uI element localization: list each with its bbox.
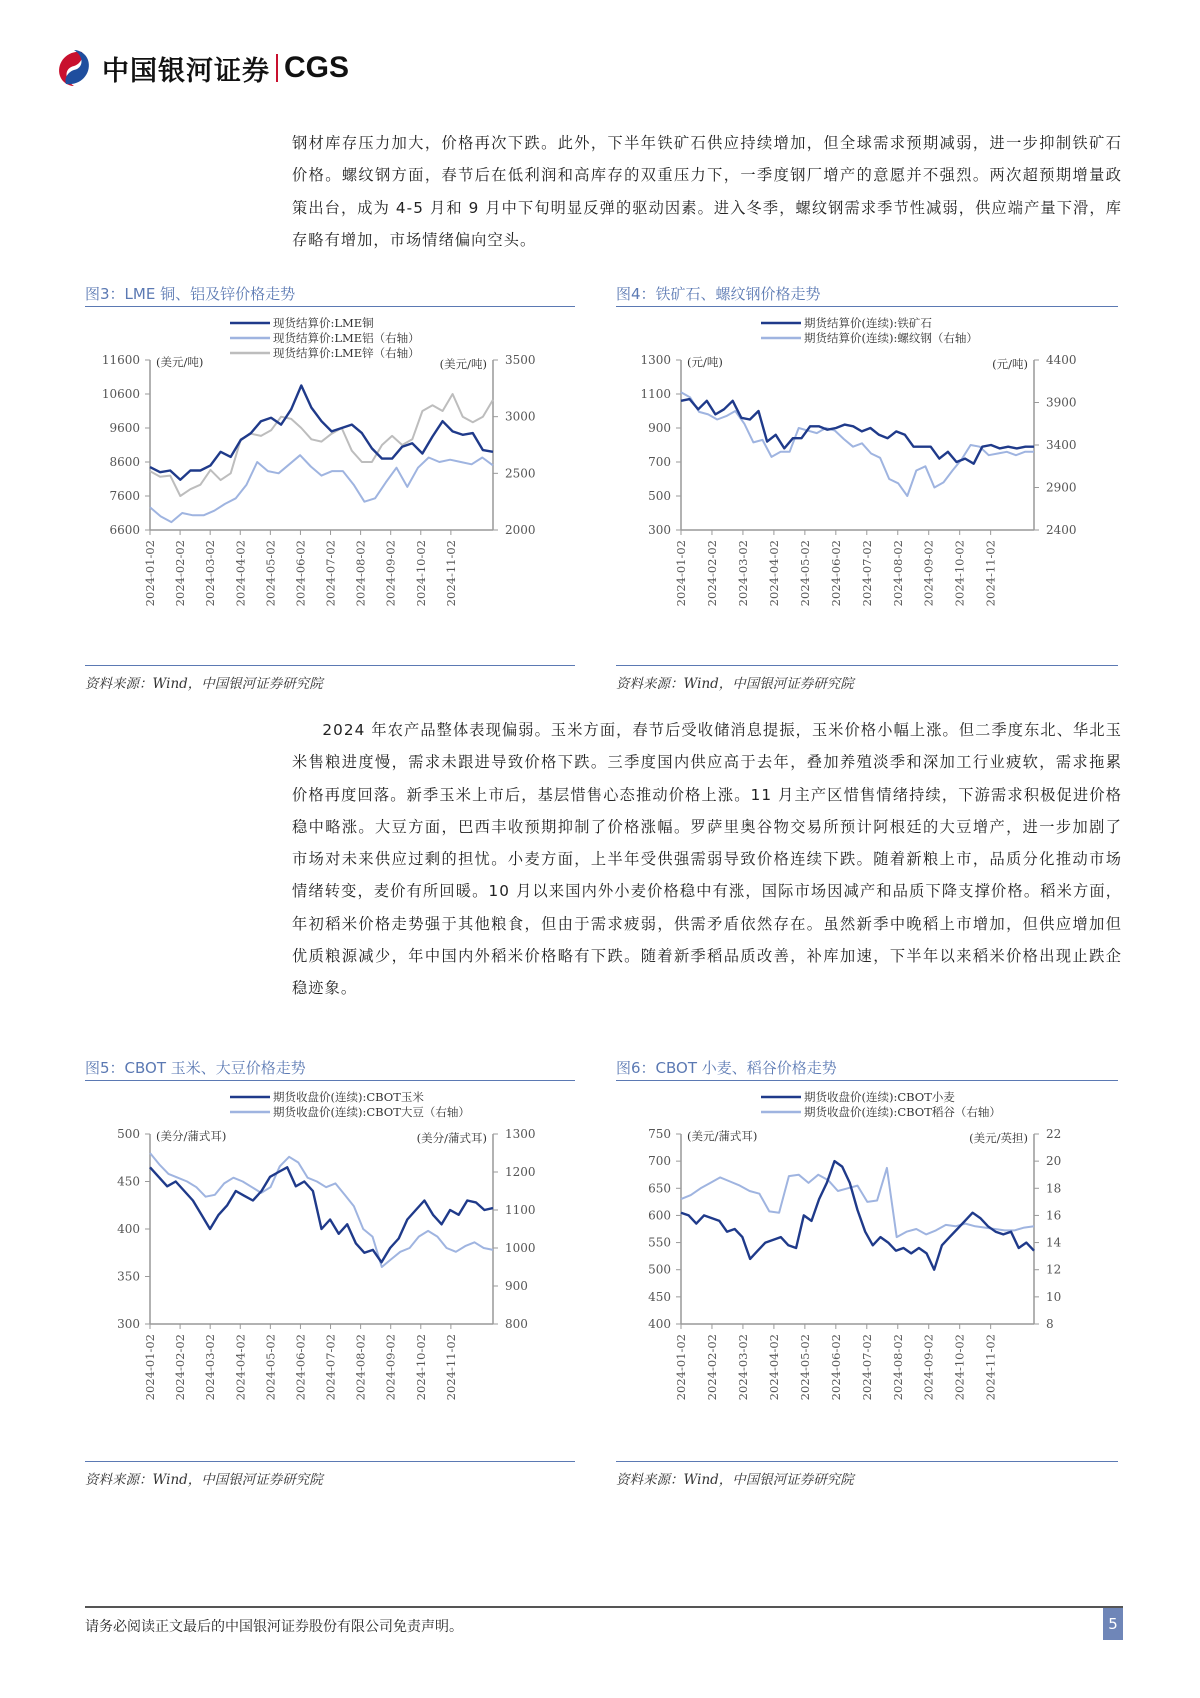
right-axis-tick: 22 bbox=[1046, 1127, 1062, 1141]
footer-rule bbox=[85, 1606, 1123, 1608]
figure-3-title: 图3：LME 铜、铝及锌价格走势 bbox=[85, 285, 296, 303]
paragraph-text: 2024 年农产品整体表现偏弱。玉米方面，春节后受收储消息提振，玉米价格小幅上涨。但二季度东北、华北玉米售粮进度慢，需求未跟进导致价格下跌。三季度国内供应高于去年，叠加养殖淡季和深加工行业疲软，需求拖累价格再度回落。新季玉米上市后，基层惜售心态推动价格上涨。11 月主产区惜售情绪持续，下游需求积极促进价格稳中略涨。大豆方面，巴西丰收预期抑制了价格涨幅。罗萨里奥谷物交易所预计阿根廷的大豆增产，进一步加剧了市场对未来供应过剩的担忧。小麦方面，上半年受供强需弱导致价格连续下跌。随着新粮上市，品质分化推动市场情绪转变，麦价有所回暖。10 月以来国内外小麦价格稳中有涨，国际市场因减产和品质下降支撑价格。稻米方面，年初稻米价格走势强于其他粮食，但由于需求疲弱，供需矛盾依然存在。虽然新季中晚稻上市增加，但供应增加但优质粮源减少，年中国内外稻米价格略有下跌。随着新季稻品质改善，补库加速，下半年以来稻米价格出现止跌企稳迹象。 bbox=[292, 721, 1122, 998]
right-axis-tick: 1000 bbox=[505, 1241, 536, 1255]
footer-disclaimer: 请务必阅读正文最后的中国银河证券股份有限公司免责声明。 bbox=[85, 1619, 463, 1635]
left-axis-tick: 750 bbox=[648, 1127, 671, 1141]
left-axis-tick: 600 bbox=[648, 1208, 671, 1223]
body-paragraph-steel bbox=[292, 127, 1122, 256]
left-axis-tick: 8600 bbox=[109, 455, 140, 469]
x-axis-tick: 2024-01-02 bbox=[674, 540, 688, 607]
right-axis-tick: 1300 bbox=[505, 1127, 536, 1141]
right-axis-tick: 12 bbox=[1046, 1262, 1062, 1277]
figure-4-title-rule bbox=[616, 306, 1118, 307]
x-axis-tick: 2024-07-02 bbox=[323, 1334, 338, 1401]
figure-5-source: 资料来源：Wind，中国银河证券研究院 bbox=[85, 1472, 323, 1488]
series-line bbox=[681, 1168, 1034, 1237]
x-axis-tick: 2024-10-02 bbox=[413, 540, 428, 607]
x-axis-tick: 2024-09-02 bbox=[921, 540, 936, 607]
x-axis-tick: 2024-07-02 bbox=[859, 540, 874, 607]
left-axis-tick: 400 bbox=[117, 1222, 140, 1236]
svg-text:期货收盘价(连续):CBOT玉米: 期货收盘价(连续):CBOT玉米 bbox=[273, 1090, 424, 1104]
left-axis-tick: 550 bbox=[648, 1235, 671, 1250]
legend-item bbox=[230, 316, 374, 330]
right-axis-unit: (美元/英担) bbox=[969, 1131, 1028, 1145]
x-axis-tick: 2024-04-02 bbox=[766, 1334, 781, 1401]
x-axis-tick: 2024-04-02 bbox=[233, 540, 248, 607]
right-axis-tick: 8 bbox=[1046, 1317, 1054, 1331]
left-axis-tick: 450 bbox=[648, 1289, 671, 1304]
logo-divider bbox=[276, 54, 278, 82]
right-axis-unit: (美分/蒲式耳) bbox=[416, 1131, 487, 1145]
left-axis-unit: (美元/蒲式耳) bbox=[687, 1129, 758, 1143]
left-axis-tick: 300 bbox=[648, 523, 671, 537]
left-axis-tick: 400 bbox=[648, 1317, 671, 1331]
legend-item bbox=[230, 331, 420, 345]
svg-text:现货结算价:LME铜: 现货结算价:LME铜 bbox=[273, 316, 374, 330]
x-axis-tick: 2024-06-02 bbox=[828, 1334, 843, 1401]
figure-6-source: 资料来源：Wind，中国银河证券研究院 bbox=[616, 1472, 854, 1488]
x-axis-tick: 2024-09-02 bbox=[921, 1334, 936, 1401]
legend-item bbox=[761, 1105, 1001, 1119]
svg-text:期货结算价(连续):铁矿石: 期货结算价(连续):铁矿石 bbox=[804, 316, 932, 330]
left-axis-tick: 7600 bbox=[109, 489, 140, 503]
x-axis-tick: 2024-05-02 bbox=[797, 1334, 812, 1401]
left-axis-tick: 650 bbox=[648, 1181, 671, 1196]
right-axis-tick: 2400 bbox=[1046, 523, 1077, 537]
x-axis-tick: 2024-05-02 bbox=[263, 1334, 278, 1401]
right-axis-unit: (美元/吨) bbox=[439, 357, 487, 371]
right-axis-tick: 3400 bbox=[1046, 438, 1077, 452]
svg-text:期货收盘价(连续):CBOT稻谷（右轴）: 期货收盘价(连续):CBOT稻谷（右轴） bbox=[804, 1105, 1001, 1119]
right-axis-tick: 20 bbox=[1046, 1154, 1062, 1169]
figure-6-title: 图6：CBOT 小麦、稻谷价格走势 bbox=[616, 1059, 837, 1077]
legend-item bbox=[761, 1090, 955, 1104]
right-axis-tick: 4400 bbox=[1046, 353, 1077, 367]
right-axis-tick: 18 bbox=[1046, 1181, 1062, 1196]
x-axis-tick: 2024-06-02 bbox=[293, 540, 308, 607]
x-axis-tick: 2024-09-02 bbox=[383, 540, 398, 607]
x-axis-tick: 2024-05-02 bbox=[263, 540, 278, 607]
x-axis-tick: 2024-11-02 bbox=[983, 540, 998, 607]
legend-item bbox=[761, 316, 932, 330]
figure-3-title-rule bbox=[85, 306, 575, 307]
x-axis-tick: 2024-08-02 bbox=[890, 540, 905, 607]
legend-item bbox=[230, 1105, 470, 1119]
x-axis-tick: 2024-08-02 bbox=[353, 540, 368, 607]
left-axis-tick: 700 bbox=[648, 1154, 671, 1169]
left-axis-tick: 700 bbox=[648, 455, 671, 469]
x-axis-tick: 2024-04-02 bbox=[233, 1334, 248, 1401]
x-axis-tick: 2024-07-02 bbox=[323, 540, 338, 607]
x-axis-tick: 2024-01-02 bbox=[143, 540, 157, 607]
series-line bbox=[150, 455, 493, 522]
cgs-swirl-logo-icon bbox=[52, 46, 96, 90]
body-paragraph-agriculture bbox=[292, 714, 1122, 1005]
left-axis-tick: 350 bbox=[117, 1269, 140, 1284]
left-axis-tick: 11600 bbox=[101, 353, 140, 367]
series-line bbox=[150, 1167, 493, 1262]
right-axis-tick: 3000 bbox=[505, 409, 536, 424]
figure-6-source-rule bbox=[616, 1461, 1118, 1462]
company-logo bbox=[52, 46, 349, 90]
x-axis-tick: 2024-10-02 bbox=[413, 1334, 428, 1401]
left-axis-tick: 1300 bbox=[640, 353, 671, 367]
legend-item bbox=[761, 331, 978, 345]
right-axis-tick: 16 bbox=[1046, 1208, 1062, 1223]
x-axis-tick: 2024-02-02 bbox=[173, 540, 188, 607]
series-line bbox=[681, 399, 1034, 464]
left-axis-unit: (元/吨) bbox=[687, 355, 723, 369]
left-axis-tick: 9600 bbox=[109, 421, 140, 435]
figure-3-source-rule bbox=[85, 665, 575, 666]
x-axis-tick: 2024-08-02 bbox=[353, 1334, 368, 1401]
x-axis-tick: 2024-07-02 bbox=[859, 1334, 874, 1401]
x-axis-tick: 2024-10-02 bbox=[952, 540, 967, 607]
logo-chinese-name: 中国银河证券 bbox=[102, 55, 270, 87]
x-axis-tick: 2024-03-02 bbox=[203, 540, 218, 607]
left-axis-unit: (美元/吨) bbox=[156, 355, 204, 369]
x-axis-tick: 2024-08-02 bbox=[890, 1334, 905, 1401]
x-axis-tick: 2024-04-02 bbox=[766, 540, 781, 607]
figure-4-title: 图4：铁矿石、螺纹钢价格走势 bbox=[616, 285, 821, 303]
logo-english-name: CGS bbox=[284, 51, 350, 84]
legend-item bbox=[230, 346, 420, 360]
x-axis-tick: 2024-03-02 bbox=[735, 1334, 750, 1401]
figure-5-title-rule bbox=[85, 1080, 575, 1081]
series-line bbox=[681, 392, 1034, 496]
figure-3-chart bbox=[85, 310, 585, 670]
series-line bbox=[150, 386, 493, 480]
right-axis-tick: 2900 bbox=[1046, 480, 1077, 495]
figure-3-source: 资料来源：Wind，中国银河证券研究院 bbox=[85, 676, 323, 692]
x-axis-tick: 2024-06-02 bbox=[293, 1334, 308, 1401]
figure-5-source-rule bbox=[85, 1461, 575, 1462]
right-axis-tick: 1100 bbox=[505, 1203, 536, 1217]
figure-5-chart bbox=[85, 1084, 585, 1464]
x-axis-tick: 2024-03-02 bbox=[203, 1334, 218, 1401]
page-number: 5 bbox=[1103, 1608, 1123, 1640]
left-axis-tick: 500 bbox=[648, 1262, 671, 1277]
figure-5-title: 图5：CBOT 玉米、大豆价格走势 bbox=[85, 1059, 306, 1077]
left-axis-tick: 500 bbox=[648, 489, 671, 503]
x-axis-tick: 2024-11-02 bbox=[443, 1334, 458, 1401]
left-axis-tick: 10600 bbox=[101, 387, 140, 401]
right-axis-unit: (元/吨) bbox=[992, 357, 1028, 371]
svg-text:期货收盘价(连续):CBOT大豆（右轴）: 期货收盘价(连续):CBOT大豆（右轴） bbox=[273, 1105, 470, 1119]
x-axis-tick: 2024-05-02 bbox=[797, 540, 812, 607]
x-axis-tick: 2024-10-02 bbox=[952, 1334, 967, 1401]
figure-4-chart bbox=[616, 310, 1126, 670]
right-axis-tick: 900 bbox=[505, 1279, 528, 1293]
legend-item bbox=[230, 1090, 424, 1104]
paragraph-text: 钢材库存压力加大，价格再次下跌。此外，下半年铁矿石供应持续增加，但全球需求预期减弱，进一步抑制铁矿石价格。螺纹钢方面，春节后在低利润和高库存的双重压力下，一季度钢厂增产的意愿并不强烈。两次超预期增量政策出台，成为 4-5 月和 9 月中下旬明显反弹的驱动因素。进入冬季，螺纹钢需求季节性减弱，供应端产量下滑，库存略有增加，市场情绪偏向空头。 bbox=[292, 134, 1122, 249]
svg-text:现货结算价:LME铝（右轴）: 现货结算价:LME铝（右轴） bbox=[273, 331, 420, 345]
left-axis-tick: 6600 bbox=[109, 523, 140, 537]
right-axis-tick: 2500 bbox=[505, 466, 536, 481]
left-axis-tick: 1100 bbox=[640, 387, 671, 401]
right-axis-tick: 10 bbox=[1046, 1289, 1062, 1304]
x-axis-tick: 2024-09-02 bbox=[383, 1334, 398, 1401]
svg-text:现货结算价:LME锌（右轴）: 现货结算价:LME锌（右轴） bbox=[273, 346, 420, 360]
series-line bbox=[681, 1161, 1034, 1270]
right-axis-tick: 2000 bbox=[505, 523, 536, 537]
series-line bbox=[150, 1153, 493, 1267]
x-axis-tick: 2024-11-02 bbox=[443, 540, 458, 607]
x-axis-tick: 2024-11-02 bbox=[983, 1334, 998, 1401]
figure-6-chart bbox=[616, 1084, 1126, 1464]
series-line bbox=[150, 394, 493, 496]
left-axis-tick: 500 bbox=[117, 1127, 140, 1141]
left-axis-tick: 900 bbox=[648, 421, 671, 435]
figure-4-source: 资料来源：Wind，中国银河证券研究院 bbox=[616, 676, 854, 692]
right-axis-tick: 14 bbox=[1046, 1235, 1062, 1250]
left-axis-tick: 300 bbox=[117, 1317, 140, 1331]
right-axis-tick: 1200 bbox=[505, 1165, 536, 1179]
x-axis-tick: 2024-02-02 bbox=[704, 1334, 719, 1401]
x-axis-tick: 2024-03-02 bbox=[735, 540, 750, 607]
left-axis-tick: 450 bbox=[117, 1174, 140, 1189]
right-axis-tick: 800 bbox=[505, 1317, 528, 1331]
figure-6-title-rule bbox=[616, 1080, 1118, 1081]
left-axis-unit: (美分/蒲式耳) bbox=[156, 1129, 227, 1143]
x-axis-tick: 2024-02-02 bbox=[704, 540, 719, 607]
right-axis-tick: 3900 bbox=[1046, 395, 1077, 410]
x-axis-tick: 2024-02-02 bbox=[173, 1334, 188, 1401]
x-axis-tick: 2024-01-02 bbox=[674, 1334, 688, 1401]
svg-text:期货收盘价(连续):CBOT小麦: 期货收盘价(连续):CBOT小麦 bbox=[804, 1090, 955, 1104]
x-axis-tick: 2024-06-02 bbox=[828, 540, 843, 607]
right-axis-tick: 3500 bbox=[505, 353, 536, 367]
svg-text:期货结算价(连续):螺纹钢（右轴）: 期货结算价(连续):螺纹钢（右轴） bbox=[804, 331, 978, 345]
figure-4-source-rule bbox=[616, 665, 1118, 666]
x-axis-tick: 2024-01-02 bbox=[143, 1334, 157, 1401]
